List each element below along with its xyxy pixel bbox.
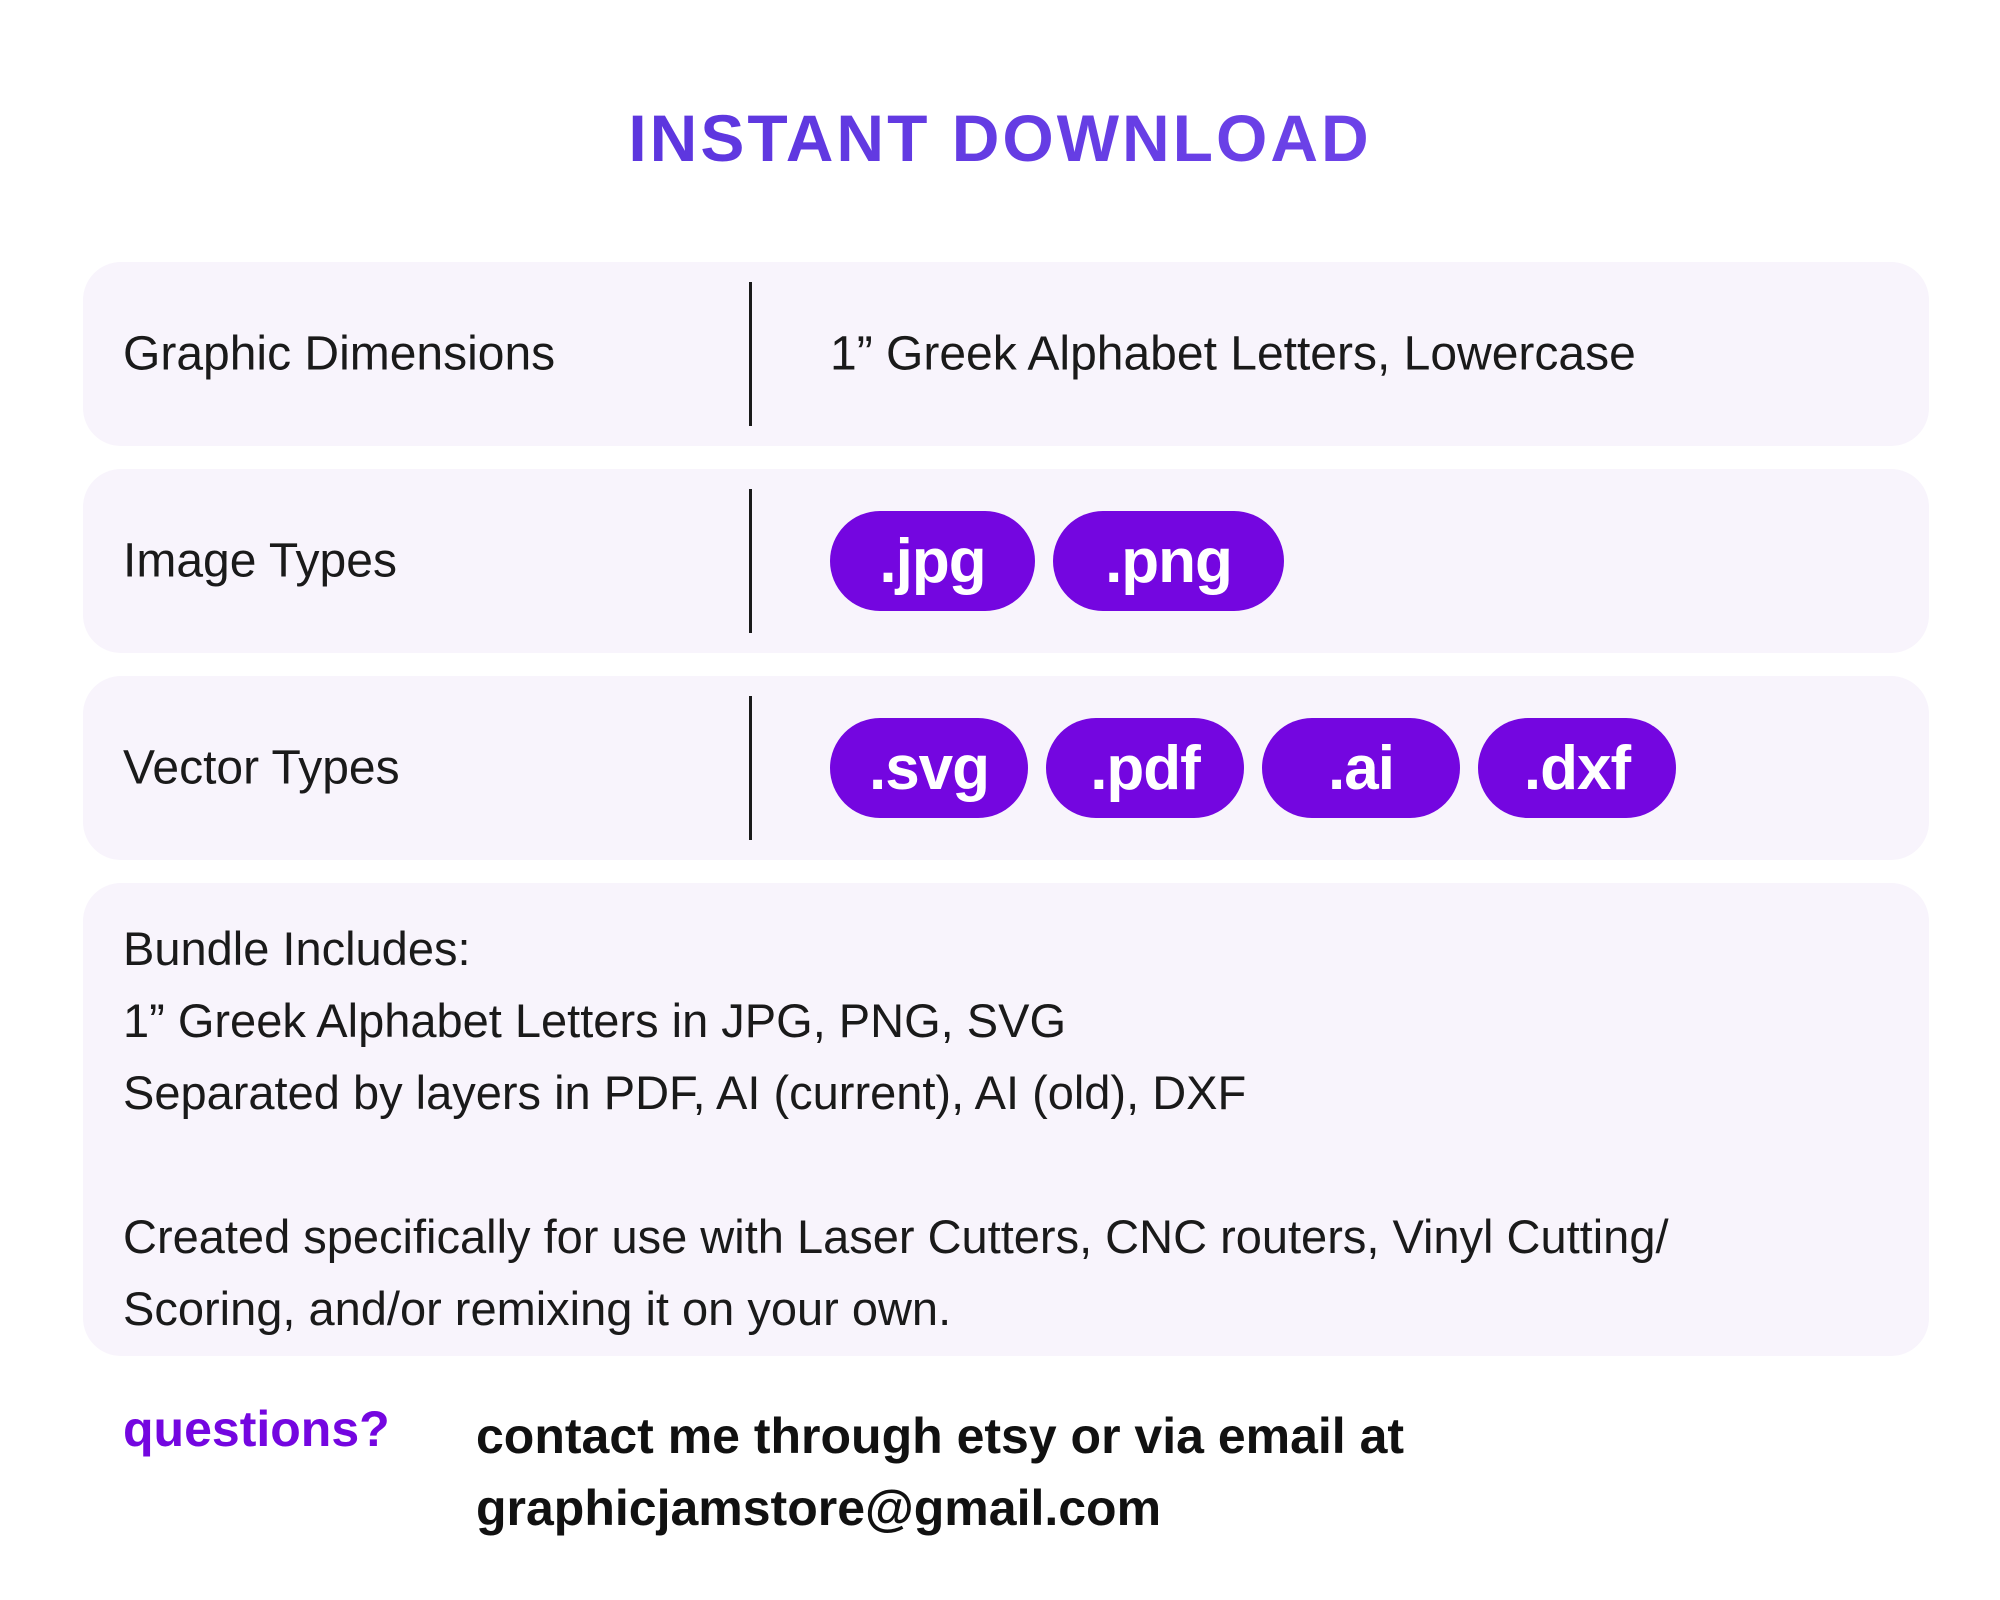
contact-email: graphicjamstore@gmail.com: [476, 1480, 1162, 1536]
image-types-row: [83, 469, 1929, 653]
usage-line: Scoring, and/or remixing it on your own.: [123, 1282, 952, 1335]
vector-types-row: [83, 676, 1929, 860]
file-type-badge-dxf: .dxf: [1478, 718, 1676, 818]
file-type-badge-png: .png: [1053, 511, 1284, 611]
file-type-badge-pdf: .pdf: [1046, 718, 1244, 818]
file-type-badge-jpg: .jpg: [830, 511, 1035, 611]
contact-info: [476, 1400, 1404, 1544]
row-divider: [749, 489, 752, 633]
vector-types-label: Vector Types: [123, 741, 400, 795]
bundle-line: 1” Greek Alphabet Letters in JPG, PNG, SVG: [123, 994, 1067, 1047]
paragraph-gap: [123, 1129, 1889, 1201]
file-type-badge-svg: .svg: [830, 718, 1028, 818]
row-divider: [749, 282, 752, 426]
graphic-dimensions-label: Graphic Dimensions: [123, 327, 556, 381]
graphic-dimensions-value: 1” Greek Alphabet Letters, Lowercase: [830, 327, 1636, 381]
image-types-pills: [830, 511, 1284, 611]
image-types-label: Image Types: [123, 534, 397, 588]
graphic-dimensions-row: [83, 262, 1929, 446]
questions-label: questions?: [123, 1401, 390, 1457]
bundle-heading: Bundle Includes:: [123, 922, 471, 975]
bundle-description: [123, 913, 1889, 1345]
usage-line: Created specifically for use with Laser Cutters, CNC routers, Vinyl Cutting/: [123, 1210, 1669, 1263]
file-type-badge-ai: .ai: [1262, 718, 1460, 818]
page-title: INSTANT DOWNLOAD: [0, 100, 2000, 176]
vector-types-pills: [830, 718, 1676, 818]
row-divider: [749, 696, 752, 840]
bundle-line: Separated by layers in PDF, AI (current), AI (old), DXF: [123, 1066, 1247, 1119]
bundle-info-panel: [83, 883, 1929, 1356]
contact-text: contact me through etsy or via email at: [476, 1408, 1405, 1464]
